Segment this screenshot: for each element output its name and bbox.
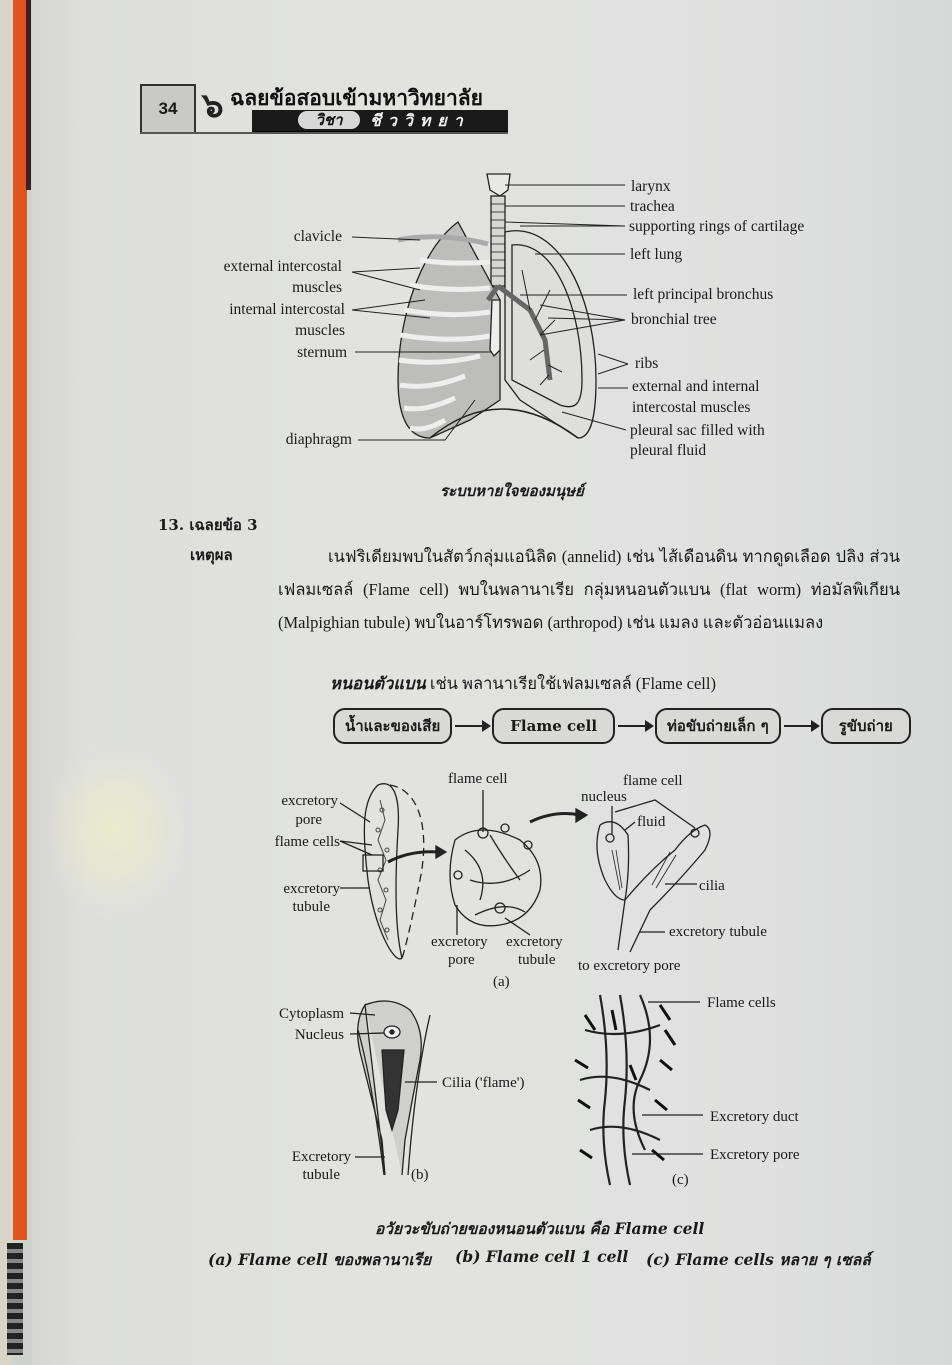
flame-figure-caption: อวัยวะขับถ่ายของหนอนตัวแบน คือ Flame cell: [375, 1219, 705, 1238]
label-cytoplasm: Cytoplasm: [278, 1006, 344, 1022]
flow-step-excretory-pore: รูขับถ่าย: [821, 708, 911, 744]
subcaption-a: (a) Flame cell ของพลานาเรีย: [208, 1250, 432, 1269]
label-pleural-sac: pleural sac filled with: [630, 422, 765, 439]
label-cilia-flame: Cilia ('flame'): [442, 1075, 525, 1091]
label-cilia-a: cilia: [699, 878, 725, 894]
label-intercostal-muscles: intercostal muscles: [632, 399, 751, 416]
subcaption-c: (c) Flame cells หลาย ๆ เซลล์: [646, 1250, 871, 1269]
label-flame-cells-c: Flame cells: [707, 995, 776, 1011]
label-internal-intercostal-muscles: muscles: [295, 322, 345, 339]
label-to-excretory-pore: to excretory pore: [578, 958, 681, 974]
label-excretory-tubule-right: excretory tubule: [669, 924, 767, 940]
flatworm-subline-text: เช่น พลานาเรียใช้เฟลมเซลล์ (Flame cell): [425, 674, 716, 693]
label-external-intercostal-muscles: muscles: [292, 279, 342, 296]
subject-name: ชีววิทยา: [370, 111, 470, 130]
flatworm-term: หนอนตัวแบน: [330, 674, 426, 693]
label-supporting-rings: supporting rings of cartilage: [629, 218, 805, 235]
label-excretory-tubule-a1-line2: tubule: [292, 899, 330, 915]
subject-prefix: วิชา: [298, 111, 360, 129]
label-nucleus-a: nucleus: [581, 789, 627, 805]
label-clavicle: clavicle: [293, 228, 342, 245]
label-mid-tubule-2: tubule: [518, 952, 556, 968]
label-sternum: sternum: [297, 344, 347, 361]
flow-step-water-waste: น้ำและของเสีย: [333, 708, 452, 744]
label-left-lung: left lung: [630, 246, 683, 263]
label-excretory-tubule-b-line2: tubule: [302, 1167, 340, 1183]
label-flame-cell-right: flame cell: [623, 773, 683, 789]
label-flame-cell-mid: flame cell: [448, 771, 508, 787]
label-mid-pore-2: pore: [448, 952, 475, 968]
label-ribs: ribs: [635, 355, 659, 372]
label-bronchial-tree: bronchial tree: [631, 311, 717, 328]
label-larynx: larynx: [631, 178, 671, 195]
answer-heading: 13. เฉลยข้อ 3: [158, 516, 258, 534]
label-excretory-pore-c: Excretory pore: [710, 1147, 800, 1163]
label-fluid: fluid: [637, 814, 666, 830]
label-external-internal: external and internal: [632, 378, 760, 395]
figure-tag-c: (c): [672, 1172, 689, 1188]
label-mid-pore-1: excretory: [431, 934, 488, 950]
label-excretory-pore-a1: excretory: [281, 793, 338, 809]
series-logo-icon: ๖: [202, 86, 224, 126]
page-number: 34: [140, 84, 196, 134]
label-trachea: trachea: [630, 198, 675, 215]
label-pleural-fluid: pleural fluid: [630, 442, 707, 459]
subcaption-b: (b) Flame cell 1 cell: [455, 1247, 629, 1266]
reason-label: เหตุผล: [190, 546, 233, 564]
label-excretory-duct: Excretory duct: [710, 1109, 799, 1125]
label-excretory-pore-a1-line2: pore: [295, 812, 322, 828]
figure-tag-b: (b): [411, 1167, 429, 1183]
spine-barcode-strip: [7, 1243, 23, 1355]
respiratory-figure-caption: ระบบหายใจของมนุษย์: [440, 482, 584, 500]
flow-step-flame-cell: Flame cell: [492, 708, 615, 744]
label-diaphragm: diaphragm: [285, 431, 352, 448]
label-flame-cells-a: flame cells: [274, 834, 340, 850]
book-title: ฉลยข้อสอบเข้ามหาวิทยาลัย: [230, 86, 483, 110]
label-excretory-tubule-b: Excretory: [291, 1149, 351, 1165]
label-external-intercostal: external intercostal: [223, 258, 342, 275]
label-internal-intercostal: internal intercostal: [229, 301, 345, 318]
reason-paragraph-text: เนฟริเดียมพบในสัตว์กลุ่มแอนิลิด (annelid) เช่น ไส้เดือนดิน ทากดูดเลือด ปลิง ส่วนเฟลมเซลล์ (Flame cell) พบในพลานาเรีย กลุ่มหนอนตัวแบน (flat worm) ท่อมัลพิเกียน (Malpighian tubule) พบในอาร์โทรพอด (arthropod) เช่น แมลง และตัวอ่อนแมลง: [278, 547, 900, 632]
label-mid-tubule-1: excretory: [506, 934, 563, 950]
label-left-principal-bronchus: left principal bronchus: [633, 286, 774, 303]
figure-tag-a: (a): [493, 974, 510, 990]
label-nucleus-b: Nucleus: [294, 1027, 344, 1043]
flow-step-small-tubule: ท่อขับถ่ายเล็ก ๆ: [655, 708, 781, 744]
label-excretory-tubule-a1: excretory: [283, 881, 340, 897]
